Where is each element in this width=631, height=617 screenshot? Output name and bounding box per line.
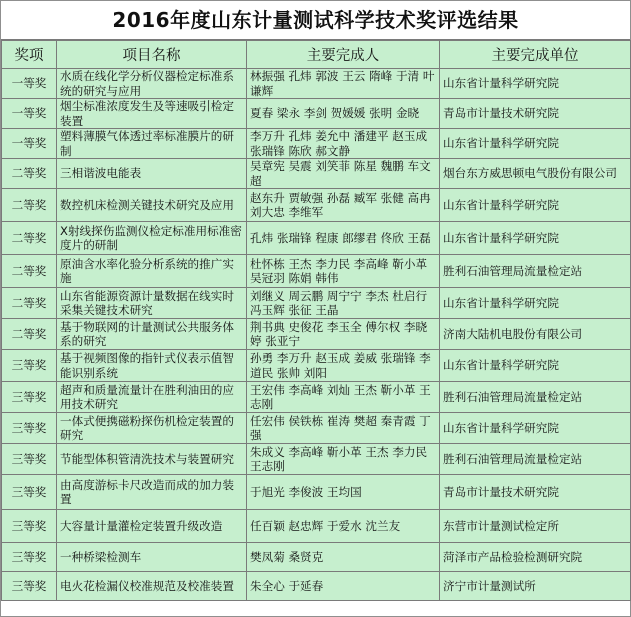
main-unit-cell: 山东省计量科学研究院 xyxy=(440,288,631,319)
main-contributors-cell: 刘继义 周云鹏 周宁宁 李杰 杜启行 冯玉辉 张征 王晶 xyxy=(247,288,440,319)
award-level-cell: 三等奖 xyxy=(2,510,57,543)
project-name-cell: 一体式便携磁粉探伤机检定装置的研究 xyxy=(57,413,247,444)
project-name-cell: 一种桥梁检测车 xyxy=(57,543,247,572)
table-row xyxy=(2,288,631,319)
award-level-cell: 二等奖 xyxy=(2,222,57,255)
main-unit-cell: 青岛市计量技术研究院 xyxy=(440,475,631,510)
table-row xyxy=(2,189,631,222)
award-level-cell: 三等奖 xyxy=(2,350,57,382)
main-contributors-cell: 樊凤菊 桑贤克 xyxy=(247,543,440,572)
project-name-cell: 基于视频图像的指针式仪表示值智能识别系统 xyxy=(57,350,247,382)
award-level-cell: 三等奖 xyxy=(2,413,57,444)
main-contributors-cell: 荆书典 史俊花 李玉全 傅尔权 李晓婷 张亚宁 xyxy=(247,319,440,350)
project-name-cell: 水质在线化学分析仪器检定标准系统的研究与应用 xyxy=(57,69,247,99)
main-unit-cell: 济宁市计量测试所 xyxy=(440,572,631,601)
main-unit-cell: 山东省计量科学研究院 xyxy=(440,350,631,382)
award-level-cell: 一等奖 xyxy=(2,69,57,99)
award-level-cell: 二等奖 xyxy=(2,189,57,222)
main-contributors-cell: 孔炜 张瑞锋 程康 郎缪君 佟欣 王磊 xyxy=(247,222,440,255)
main-unit-cell: 胜利石油管理局流量检定站 xyxy=(440,382,631,413)
table-row xyxy=(2,413,631,444)
project-name-cell: 节能型体积管清洗技术与装置研究 xyxy=(57,444,247,475)
main-contributors-cell: 王宏伟 李高峰 刘灿 王杰 靳小革 王志刚 xyxy=(247,382,440,413)
main-contributors-cell: 任宏伟 侯铁栋 崔涛 樊超 秦青霞 丁强 xyxy=(247,413,440,444)
main-contributors-cell: 吴章宪 吴震 刘笑菲 陈星 魏鹏 车文超 xyxy=(247,159,440,189)
main-contributors-cell: 赵东升 贾敏强 孙磊 臧军 张健 高冉 刘大忠 李维军 xyxy=(247,189,440,222)
main-unit-cell: 山东省计量科学研究院 xyxy=(440,413,631,444)
header-people: 主要完成人 xyxy=(247,41,440,69)
main-unit-cell: 山东省计量科学研究院 xyxy=(440,69,631,99)
table-row xyxy=(2,99,631,129)
project-name-cell: 大容量计量灌检定装置升级改造 xyxy=(57,510,247,543)
header-project: 项目名称 xyxy=(57,41,247,69)
project-name-cell: 超声和质量流量计在胜利油田的应用技术研究 xyxy=(57,382,247,413)
project-name-cell: 数控机床检测关键技术研究及应用 xyxy=(57,189,247,222)
project-name-cell: X射线探伤监测仪检定标准用标准密度片的研制 xyxy=(57,222,247,255)
project-name-cell: 基于物联网的计量测试公共服务体系的研究 xyxy=(57,319,247,350)
table-row xyxy=(2,510,631,543)
main-contributors-cell: 孙勇 李万升 赵玉成 姜威 张瑞锋 李道民 张帅 刘阳 xyxy=(247,350,440,382)
main-contributors-cell: 朱成义 李高峰 靳小革 王杰 李力民 王志刚 xyxy=(247,444,440,475)
main-contributors-cell: 杜怀栋 王杰 李力民 李高峰 靳小革 吴冠羽 陈娟 韩伟 xyxy=(247,255,440,288)
main-contributors-cell: 于旭光 李俊波 王均国 xyxy=(247,475,440,510)
table-row xyxy=(2,319,631,350)
project-name-cell: 原油含水率化验分析系统的推广实施 xyxy=(57,255,247,288)
project-name-cell: 山东省能源资源计量数据在线实时采集关键技术研究 xyxy=(57,288,247,319)
award-level-cell: 三等奖 xyxy=(2,444,57,475)
award-level-cell: 二等奖 xyxy=(2,319,57,350)
award-level-cell: 二等奖 xyxy=(2,255,57,288)
project-name-cell: 电火花检漏仪校准规范及校准装置 xyxy=(57,572,247,601)
table-row xyxy=(2,572,631,601)
award-level-cell: 三等奖 xyxy=(2,543,57,572)
table-row xyxy=(2,255,631,288)
table-row xyxy=(2,382,631,413)
award-level-cell: 三等奖 xyxy=(2,572,57,601)
table-row xyxy=(2,69,631,99)
main-unit-cell: 山东省计量科学研究院 xyxy=(440,222,631,255)
project-name-cell: 塑料薄膜气体透过率标准膜片的研制 xyxy=(57,129,247,159)
main-unit-cell: 胜利石油管理局流量检定站 xyxy=(440,444,631,475)
table-row xyxy=(2,222,631,255)
project-name-cell: 三相谐波电能表 xyxy=(57,159,247,189)
sheet-title: 2016年度山东计量测试科学技术奖评选结果 xyxy=(1,1,630,40)
award-rows xyxy=(2,69,631,601)
header-unit: 主要完成单位 xyxy=(440,41,631,69)
main-contributors-cell: 朱全心 于延春 xyxy=(247,572,440,601)
award-level-cell: 二等奖 xyxy=(2,288,57,319)
award-level-cell: 一等奖 xyxy=(2,99,57,129)
main-unit-cell: 济南大陆机电股份有限公司 xyxy=(440,319,631,350)
award-level-cell: 一等奖 xyxy=(2,129,57,159)
main-unit-cell: 青岛市计量技术研究院 xyxy=(440,99,631,129)
project-name-cell: 由高度游标卡尺改造而成的加力装置 xyxy=(57,475,247,510)
award-results-table xyxy=(1,40,631,601)
table-row xyxy=(2,475,631,510)
table-row xyxy=(2,129,631,159)
main-unit-cell: 山东省计量科学研究院 xyxy=(440,189,631,222)
main-contributors-cell: 李万升 孔炜 姜允中 潘建平 赵玉成 张瑞锋 陈欣 郝文静 xyxy=(247,129,440,159)
main-contributors-cell: 任百颖 赵忠辉 于爱水 沈兰友 xyxy=(247,510,440,543)
header-level: 奖项 xyxy=(2,41,57,69)
main-unit-cell: 烟台东方威思顿电气股份有限公司 xyxy=(440,159,631,189)
award-level-cell: 三等奖 xyxy=(2,382,57,413)
award-level-cell: 二等奖 xyxy=(2,159,57,189)
main-unit-cell: 山东省计量科学研究院 xyxy=(440,129,631,159)
award-level-cell: 三等奖 xyxy=(2,475,57,510)
header-row xyxy=(2,41,631,69)
table-row xyxy=(2,444,631,475)
table-row xyxy=(2,543,631,572)
main-contributors-cell: 夏春 梁永 李剑 贺媛媛 张明 金晓 xyxy=(247,99,440,129)
main-unit-cell: 东营市计量测试检定所 xyxy=(440,510,631,543)
table-row xyxy=(2,159,631,189)
main-unit-cell: 胜利石油管理局流量检定站 xyxy=(440,255,631,288)
main-contributors-cell: 林振强 孔炜 郭波 王云 隋峰 于清 叶谦辉 xyxy=(247,69,440,99)
table-row xyxy=(2,350,631,382)
project-name-cell: 烟尘标准浓度发生及等速吸引检定装置 xyxy=(57,99,247,129)
main-unit-cell: 菏泽市产品检验检测研究院 xyxy=(440,543,631,572)
